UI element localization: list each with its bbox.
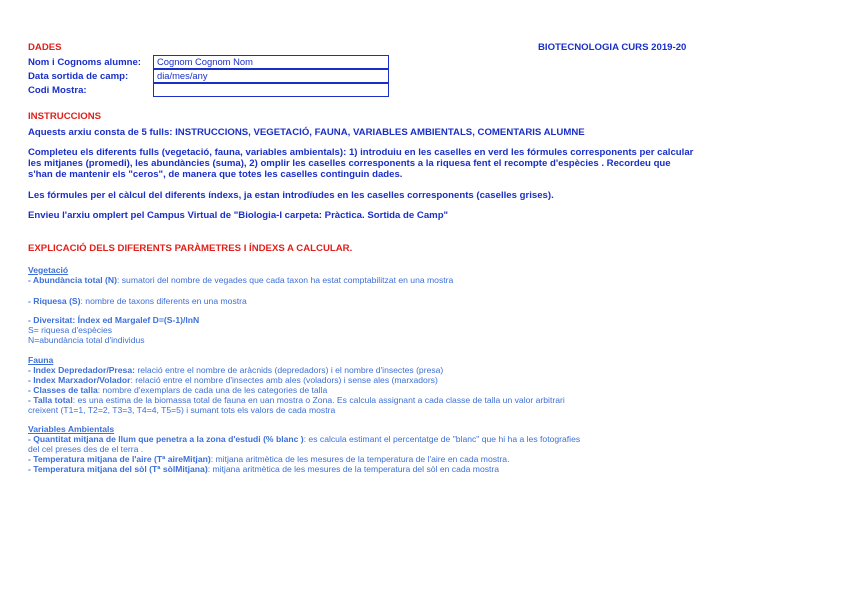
variables-line: del cel preses des de el terra . (28, 444, 144, 454)
diversitat-s: S= riquesa d'espècies (28, 325, 113, 335)
fauna-heading: Fauna (28, 355, 54, 365)
field-label-date: Data sortida de camp: (28, 71, 129, 82)
instructions-p4: Envieu l'arxiu omplert pel Campus Virtual de "Biologia-I carpeta: Pràctica. Sortida de Camp" (28, 210, 449, 221)
diversitat-block (28, 315, 199, 345)
date-field[interactable] (153, 69, 389, 83)
abundancia-line (28, 275, 453, 285)
fauna-block (28, 355, 565, 415)
date-field-value: dia/mes/any (157, 70, 208, 81)
instructions-p2-line: les mitjanes (promedi), les abundàncies (suma), 2) omplir les caselles corresponents a la riquesa fent el recompte d'espècies . Recordeu que (28, 158, 671, 169)
fauna-line: - Classes de talla: nombre d'exemplars de cada una de les categories de talla (28, 385, 328, 395)
field-label-code: Codi Mostra: (28, 85, 87, 96)
explanation-title: EXPLICACIÓ DELS DIFERENTS PARÀMETRES I ÍNDEXS A CALCULAR. (28, 243, 353, 254)
section-title-dades: DADES (28, 42, 62, 53)
instructions-p2 (28, 147, 693, 180)
abundancia-desc: : sumatori del nombre de vegades que cada taxon ha estat comptabilitzat en una mostra (116, 275, 454, 285)
fauna-line: - Index Depredador/Presa: relació entre el nombre de aràcnids (depredadors) i el nombre d'insectes (presa) (28, 365, 444, 375)
abundancia-label: - Abundància total (N) (28, 275, 117, 285)
riquesa-label: - Riquesa (S) (28, 296, 81, 306)
diversitat-n: N=abundància total d'individus (28, 335, 145, 345)
fauna-line: - Index Marxador/Volador: relació entre el nombre d'insectes amb ales (voladors) i sense ales (marxadors) (28, 375, 438, 385)
riquesa-desc: : nombre de taxons diferents en una mostra (80, 296, 247, 306)
riquesa-line (28, 296, 247, 306)
instructions-p2-line: s'han de mantenir els "ceros", de manera que totes les caselles continguin dades. (28, 169, 403, 180)
instructions-title: INSTRUCCIONS (28, 111, 102, 122)
instructions-p3: Les fórmules per el càlcul del diferents índexs, ja estan introdïudes en les caselles corresponents (caselles grises). (28, 190, 554, 201)
variables-line: - Temperatura mitjana del sòl (Tª sòlMitjana): mitjana aritmètica de les mesures de la temperatura del sòl en cada mostra (28, 464, 500, 474)
fauna-line: - Talla total: es una estima de la biomassa total de fauna en uan mostra o Zona. Es calcula assignant a cada classe de talla un valor arbitrari (28, 395, 565, 405)
name-field[interactable] (153, 55, 389, 69)
variables-line: - Quantitat mitjana de llum que penetra a la zona d'estudi (% blanc ): es calcula estimant el percentatge de "blanc" que hi ha a les fotografies (28, 434, 581, 444)
variables-block (28, 424, 580, 474)
variables-line: - Temperatura mitjana de l'aire (Tª aireMitjan): mitjana aritmètica de les mesures de la temperatura de l'aire en cada mostra. (28, 454, 510, 464)
name-field-value: Cognom Cognom Nom (157, 56, 253, 67)
variables-heading: Variables Ambientals (28, 424, 115, 434)
vegetacio-heading: Vegetació (28, 265, 69, 275)
instructions-p1: Aquests arxiu consta de 5 fulls: INSTRUCCIONS, VEGETACIÓ, FAUNA, VARIABLES AMBIENTALS, COMENTARIS ALUMNE (28, 127, 585, 138)
field-label-name: Nom i Cognoms alumne: (28, 57, 141, 68)
fauna-line: creixent (T1=1, T2=2, T3=3, T4=4, T5=5) i sumant tots els valors de cada mostra (28, 405, 336, 415)
course-title: BIOTECNOLOGIA CURS 2019-20 (538, 42, 687, 53)
diversitat-label: - Diversitat: Índex ed Margalef D=(S-1)/lnN (28, 315, 200, 325)
instructions-p2-line: Completeu els diferents fulls (vegetació, fauna, variables ambientals): 1) introduiu en les caselles en verd les fórmules corresponents per calcular (28, 147, 694, 158)
code-field[interactable] (153, 83, 389, 97)
